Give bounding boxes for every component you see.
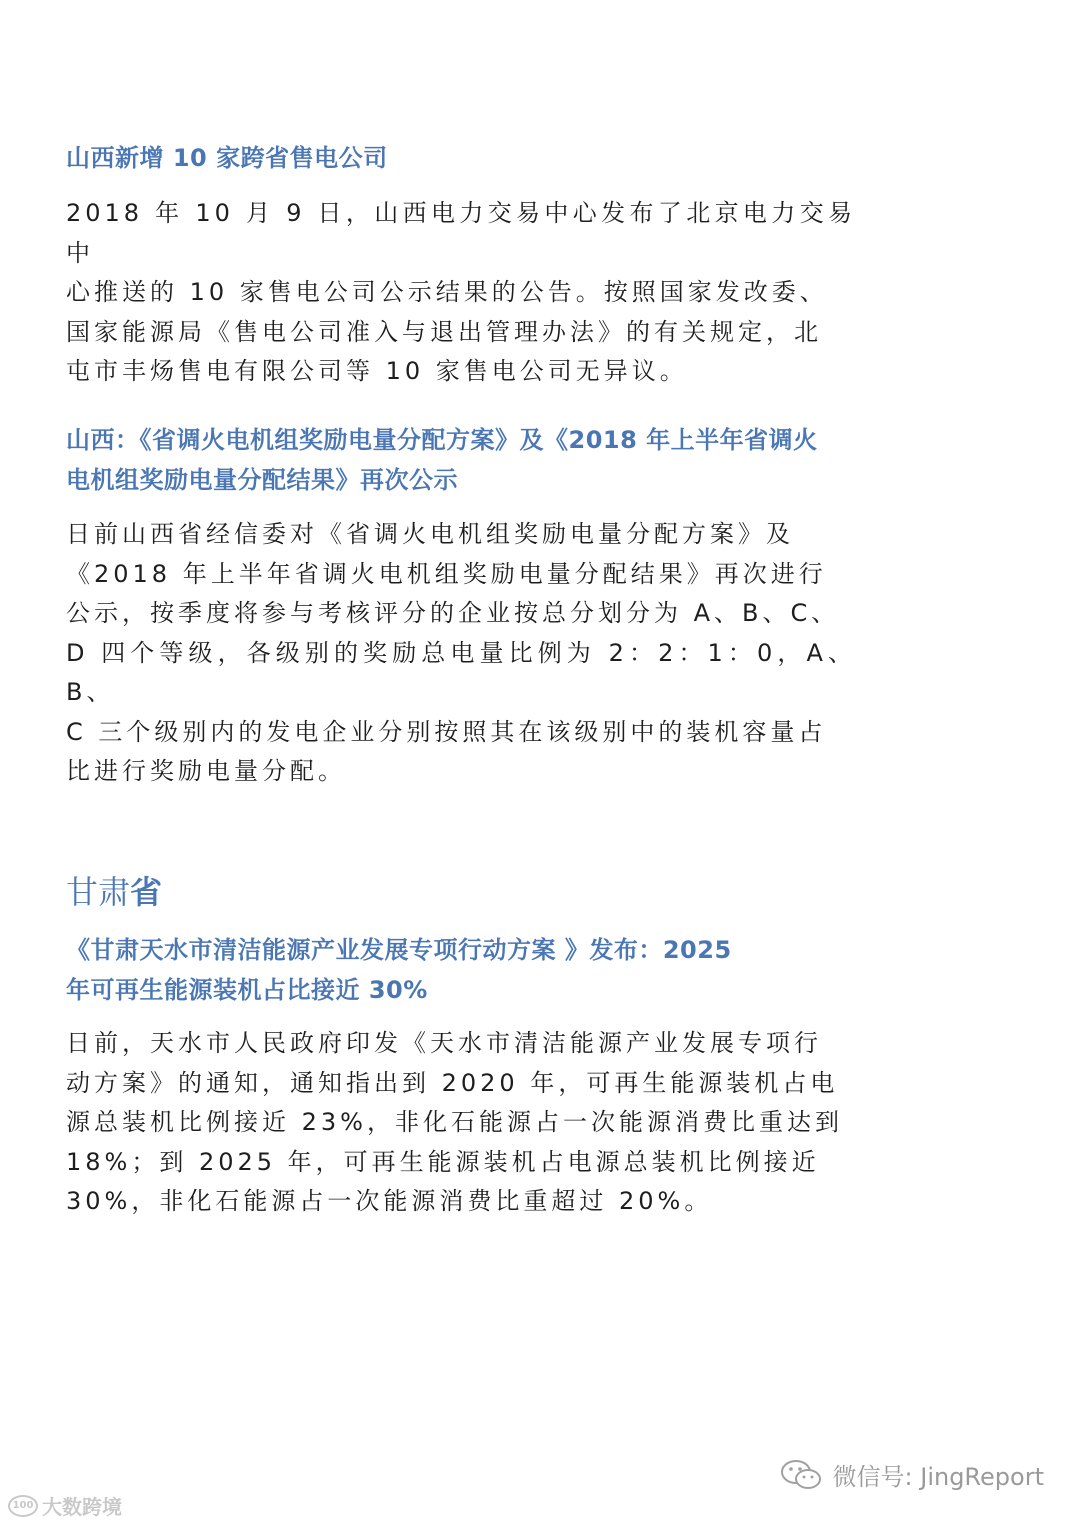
- heading-line: 电机组奖励电量分配结果》再次公示: [66, 466, 458, 494]
- region-name-bold: 省: [130, 873, 163, 911]
- section-heading-shanxi-thermal: [66, 420, 866, 500]
- paragraph-line: 心推送的 10 家售电公司公示结果的公告。按照国家发改委、: [66, 278, 828, 306]
- paragraph-line: 日前，天水市人民政府印发《天水市清洁能源产业发展专项行: [66, 1029, 822, 1057]
- site-watermark: [8, 1491, 122, 1520]
- heading-line: 《甘肃天水市清洁能源产业发展专项行动方案 》发布：2025: [66, 936, 732, 964]
- site-logo-icon: 100: [8, 1495, 38, 1517]
- section-heading-shanxi-retailers: 山西新增 10 家跨省售电公司: [66, 144, 388, 172]
- paragraph-line: 2018 年 10 月 9 日，山西电力交易中心发布了北京电力交易中: [66, 199, 856, 267]
- wechat-icon: [779, 1458, 825, 1492]
- paragraph-line: 比进行奖励电量分配。: [66, 757, 346, 785]
- paragraph-line: 屯市丰炀售电有限公司等 10 家售电公司无异议。: [66, 357, 688, 385]
- heading-line: 山西：《省调火电机组奖励电量分配方案》及《2018 年上半年省调火: [66, 426, 818, 454]
- paragraph-shanxi-retailers: [66, 194, 856, 392]
- wechat-id-text: 微信号: JingReport: [832, 1463, 1044, 1491]
- paragraph-line: 国家能源局《售电公司准入与退出管理办法》的有关规定，北: [66, 317, 822, 346]
- paragraph-line: 公示，按季度将参与考核评分的企业按总分划分为 A、B、C、: [66, 599, 840, 627]
- wechat-watermark: [779, 1457, 1044, 1492]
- paragraph-gansu-plan: [66, 1024, 856, 1222]
- region-heading-gansu: [66, 870, 162, 914]
- paragraph-line: 日前山西省经信委对《省调火电机组奖励电量分配方案》及: [66, 520, 794, 548]
- section-heading-gansu-plan: [66, 930, 866, 1010]
- paragraph-shanxi-thermal: [66, 515, 856, 792]
- region-name-light: 甘肃: [66, 873, 131, 911]
- site-watermark-text: 大数跨境: [42, 1495, 122, 1519]
- paragraph-line: 30%，非化石能源占一次能源消费比重超过 20%。: [66, 1187, 713, 1215]
- paragraph-line: 源总装机比例接近 23%，非化石能源占一次能源消费比重达到: [66, 1108, 843, 1136]
- paragraph-line: C 三个级别内的发电企业分别按照其在该级别中的装机容量占: [66, 717, 827, 746]
- paragraph-line: 18%；到 2025 年，可再生能源装机占电源总装机比例接近: [66, 1147, 820, 1176]
- paragraph-line: D 四个等级，各级别的奖励总电量比例为 2：2：1：0，A、B、: [66, 638, 856, 706]
- paragraph-line: 动方案》的通知，通知指出到 2020 年，可再生能源装机占电: [66, 1068, 839, 1097]
- heading-line: 年可再生能源装机占比接近 30%: [66, 976, 428, 1004]
- paragraph-line: 《2018 年上半年省调火电机组奖励电量分配结果》再次进行: [66, 559, 827, 588]
